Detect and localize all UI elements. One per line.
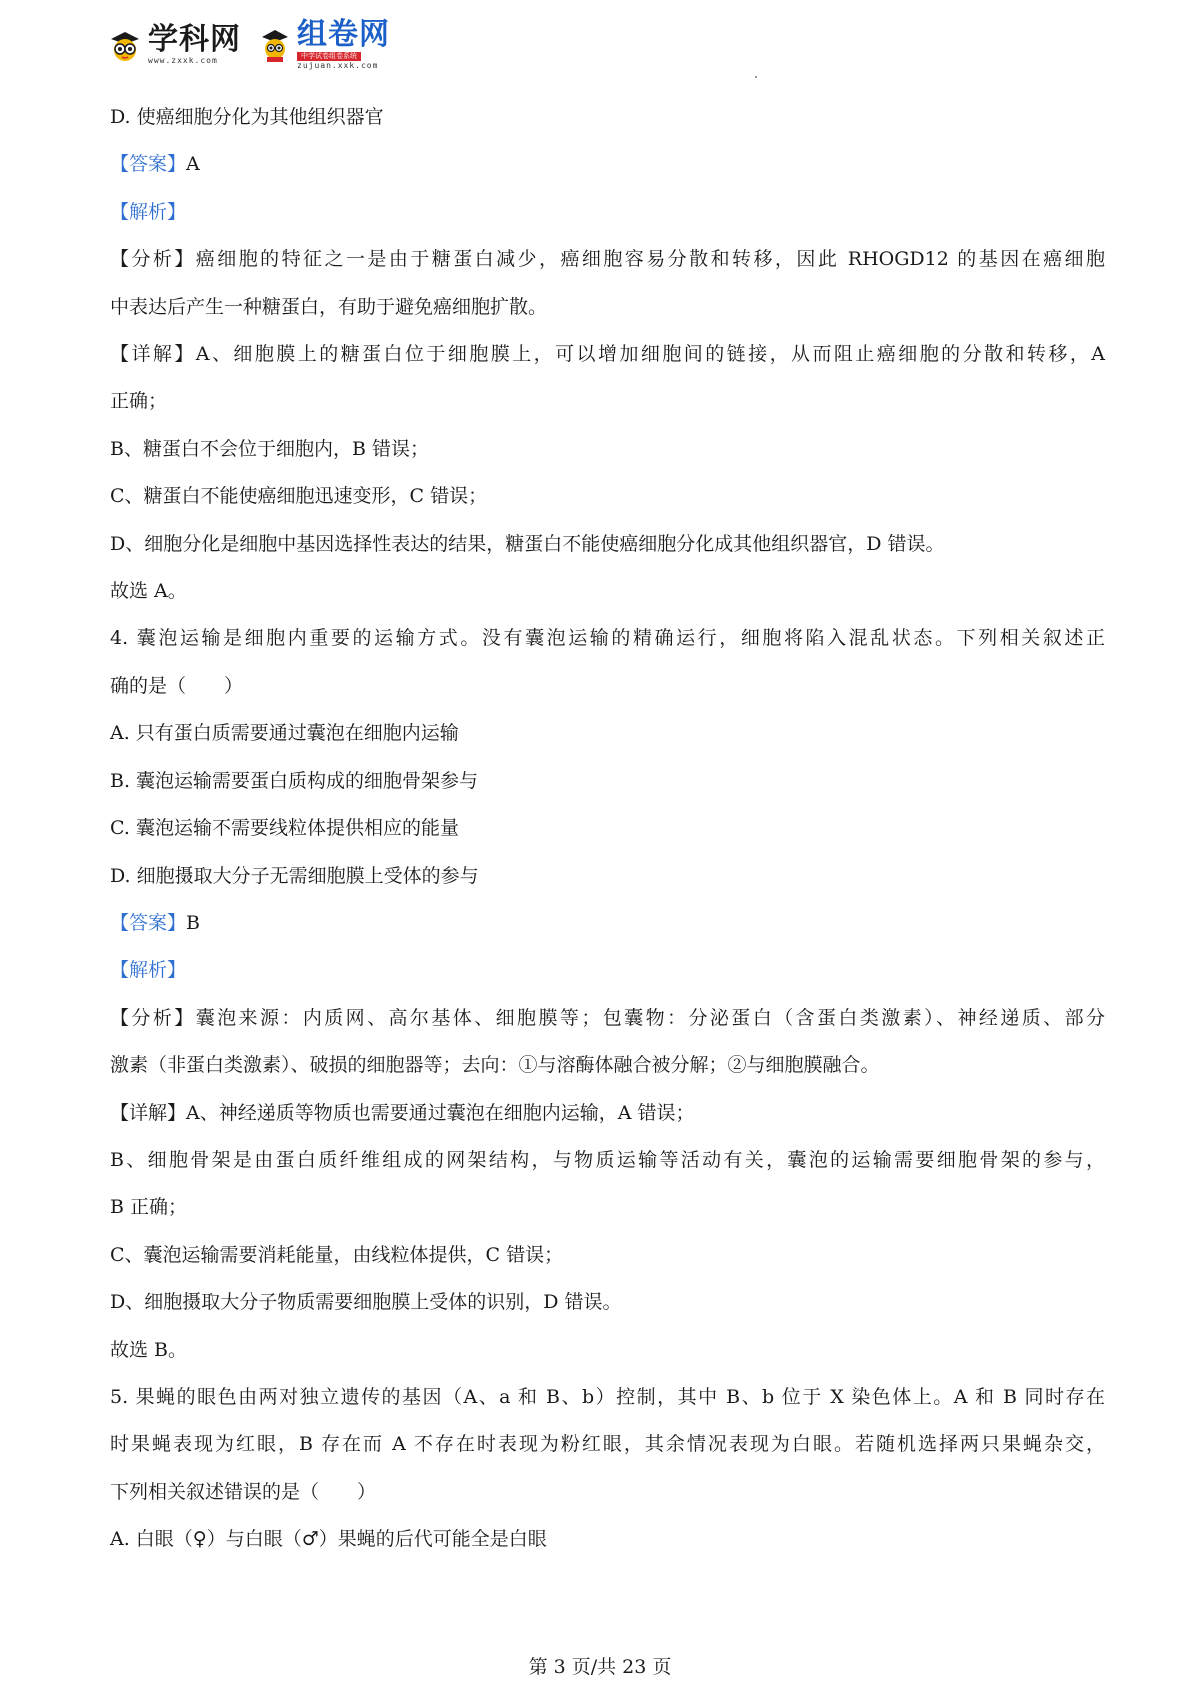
owl-mascot-icon (108, 28, 142, 62)
text-line (110, 995, 1105, 1042)
text-line (110, 378, 1105, 425)
line-text: B (186, 911, 200, 934)
line-text: A. 白眼（♀）与白眼（♂）果蝇的后代可能全是白眼 (110, 1528, 547, 1551)
line-text: 【详解】A、细胞膜上的糖蛋白位于细胞膜上，可以增加细胞间的链接，从而阻止癌细胞的分散和转移，A (110, 343, 1105, 366)
logo2-tag: 中学试卷组卷系统 (297, 52, 361, 61)
section-marker: 【答案】 (110, 911, 187, 934)
text-line (110, 1469, 1105, 1516)
text-line (110, 1232, 1105, 1279)
line-text: 4. 囊泡运输是细胞内重要的运输方式。没有囊泡运输的精确运行，细胞将陷入混乱状态。下列相关叙述正 (110, 627, 1105, 650)
logo2-url: zujuan.xxk.com (297, 61, 379, 70)
mascot-icon (259, 27, 291, 63)
logo2-name: 组卷网 (297, 17, 390, 52)
line-text: 故选 B。 (110, 1338, 188, 1361)
text-line (110, 710, 1105, 757)
text-line (110, 615, 1105, 662)
line-text: 激素（非蛋白类激素）、破损的细胞器等；去向：①与溶酶体融合被分解；②与细胞膜融合。 (110, 1054, 880, 1077)
text-line (110, 473, 1105, 520)
text-line (110, 189, 1105, 236)
line-text: D、细胞摄取大分子物质需要细胞膜上受体的识别，D 错误。 (110, 1291, 622, 1314)
line-text: 正确； (110, 390, 168, 413)
text-line (110, 1137, 1105, 1184)
line-text: 确的是（ ） (110, 674, 244, 697)
logo1-url: www.zxxk.com (148, 56, 218, 65)
document-body (110, 94, 1105, 1564)
zxxk-logo[interactable] (108, 24, 241, 66)
text-line (110, 1090, 1105, 1137)
text-line (110, 141, 1105, 188)
section-marker: 【解析】 (110, 959, 187, 982)
text-line (110, 1327, 1105, 1374)
line-text: D. 使癌细胞分化为其他组织器官 (110, 106, 384, 128)
text-line (110, 426, 1105, 473)
text-line (110, 1421, 1105, 1468)
line-text: A. 只有蛋白质需要通过囊泡在细胞内运输 (110, 722, 459, 745)
text-line (110, 758, 1105, 805)
line-text: 时果蝇表现为红眼，B 存在而 A 不存在时表现为粉红眼，其余情况表现为白眼。若随机选择两只果蝇杂交， (110, 1433, 1105, 1456)
zujuan-logo[interactable] (259, 19, 390, 71)
line-text: B. 囊泡运输需要蛋白质构成的细胞骨架参与 (110, 769, 479, 792)
line-text: C、糖蛋白不能使癌细胞迅速变形，C 错误； (110, 485, 488, 508)
line-text: B、糖蛋白不会位于细胞内，B 错误； (110, 437, 429, 460)
line-text: D、细胞分化是细胞中基因选择性表达的结果，糖蛋白不能使癌细胞分化成其他组织器官，D 错误。 (110, 532, 945, 555)
line-text: B、细胞骨架是由蛋白质纤维组成的网架结构，与物质运输等活动有关，囊泡的运输需要细胞骨架的参与， (110, 1148, 1105, 1171)
text-line (110, 1374, 1105, 1421)
logo1-name: 学科网 (148, 22, 241, 57)
line-text: C、囊泡运输需要消耗能量，由线粒体提供，C 错误； (110, 1243, 564, 1266)
text-line (110, 1516, 1105, 1563)
section-marker: 【解析】 (110, 200, 187, 223)
line-text: 【详解】A、神经递质等物质也需要通过囊泡在细胞内运输，A 错误； (110, 1101, 695, 1124)
line-text: B 正确； (110, 1196, 188, 1219)
line-text: C. 囊泡运输不需要线粒体提供相应的能量 (110, 817, 459, 840)
line-text: D. 细胞摄取大分子无需细胞膜上受体的参与 (110, 864, 479, 887)
page-footer: 第 3 页/共 23 页 (528, 1656, 672, 1678)
line-text: 【分析】癌细胞的特征之一是由于糖蛋白减少，癌细胞容易分散和转移，因此 RHOGD12 的基因在癌细胞 (110, 248, 1105, 271)
line-text: 故选 A。 (110, 580, 187, 603)
header (108, 18, 808, 72)
text-line (110, 568, 1105, 615)
text-line (110, 94, 1105, 141)
text-line (110, 331, 1105, 378)
text-line (110, 853, 1105, 900)
text-line (110, 1184, 1105, 1231)
text-line (110, 236, 1105, 283)
text-line (110, 1279, 1105, 1326)
text-line (110, 947, 1105, 994)
line-text: 【分析】囊泡来源：内质网、高尔基体、细胞膜等；包囊物：分泌蛋白（含蛋白类激素）、神经递质、部分 (110, 1006, 1105, 1029)
line-text: 下列相关叙述错误的是（ ） (110, 1480, 377, 1503)
scan-speck (755, 76, 757, 78)
text-line (110, 900, 1105, 947)
text-line (110, 284, 1105, 331)
text-line (110, 805, 1105, 852)
text-line (110, 663, 1105, 710)
line-text: 5. 果蝇的眼色由两对独立遗传的基因（A、a 和 B、b）控制，其中 B、b 位于 X 染色体上。A 和 B 同时存在 (110, 1385, 1105, 1408)
line-text: A (186, 153, 200, 176)
line-text: 中表达后产生一种糖蛋白，有助于避免癌细胞扩散。 (110, 295, 548, 318)
text-line (110, 1042, 1105, 1089)
text-line (110, 521, 1105, 568)
section-marker: 【答案】 (110, 153, 187, 176)
